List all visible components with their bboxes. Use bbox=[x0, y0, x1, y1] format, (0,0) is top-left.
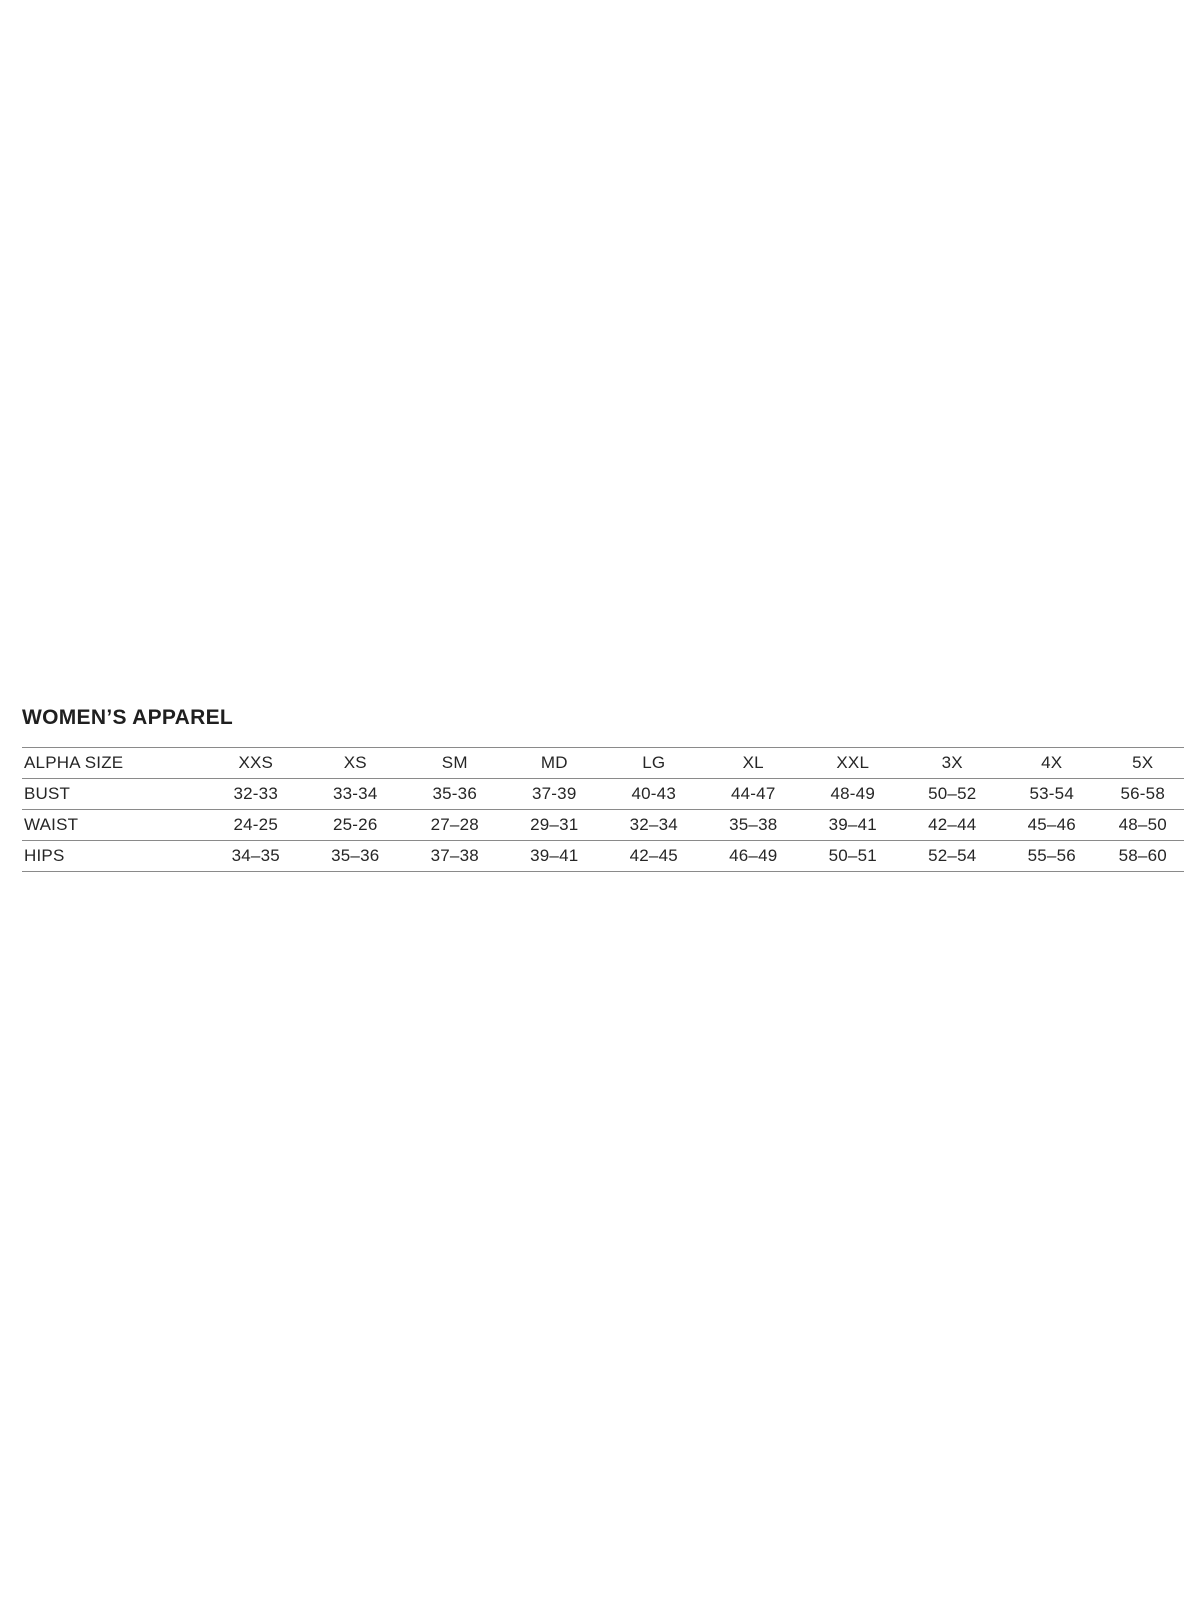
size-cell: 45–46 bbox=[1027, 815, 1076, 834]
corner-header: ALPHA SIZE bbox=[24, 753, 124, 772]
size-cell: 27–28 bbox=[430, 815, 479, 834]
column-header-sm: SM bbox=[441, 753, 468, 772]
column-header-lg: LG bbox=[642, 753, 666, 772]
size-chart-section bbox=[22, 705, 1184, 872]
size-cell: 37-39 bbox=[532, 784, 577, 803]
section-title: WOMEN’S APPAREL bbox=[22, 706, 234, 729]
size-cell: 58–60 bbox=[1118, 846, 1167, 865]
size-cell: 50–52 bbox=[928, 784, 977, 803]
column-header-5x: 5X bbox=[1132, 753, 1154, 772]
size-chart-table bbox=[22, 747, 1184, 872]
column-header-md: MD bbox=[540, 753, 568, 772]
size-cell: 35-36 bbox=[432, 784, 477, 803]
column-header-3x: 3X bbox=[941, 753, 963, 772]
size-cell: 35–38 bbox=[729, 815, 778, 834]
size-cell: 50–51 bbox=[828, 846, 877, 865]
size-chart-header-row bbox=[22, 747, 1184, 778]
column-header-xxl: XXL bbox=[836, 753, 870, 772]
size-cell: 46–49 bbox=[729, 846, 778, 865]
size-cell: 39–41 bbox=[828, 815, 877, 834]
size-cell: 53-54 bbox=[1029, 784, 1074, 803]
table-row-bust bbox=[22, 778, 1184, 809]
size-cell: 33-34 bbox=[333, 784, 378, 803]
size-cell: 42–45 bbox=[629, 846, 678, 865]
size-chart-body bbox=[22, 778, 1184, 871]
size-cell: 52–54 bbox=[928, 846, 977, 865]
size-cell: 25-26 bbox=[333, 815, 378, 834]
column-header-xl: XL bbox=[742, 753, 764, 772]
table-row-waist bbox=[22, 809, 1184, 840]
column-header-xxs: XXS bbox=[238, 753, 274, 772]
row-label: BUST bbox=[24, 784, 71, 803]
column-header-xs: XS bbox=[343, 753, 367, 772]
size-cell: 42–44 bbox=[928, 815, 977, 834]
size-cell: 40-43 bbox=[631, 784, 676, 803]
table-row-hips bbox=[22, 840, 1184, 871]
size-cell: 48–50 bbox=[1118, 815, 1167, 834]
row-label: WAIST bbox=[24, 815, 79, 834]
size-cell: 39–41 bbox=[530, 846, 579, 865]
column-header-4x: 4X bbox=[1041, 753, 1063, 772]
size-cell: 35–36 bbox=[331, 846, 380, 865]
row-label: HIPS bbox=[24, 846, 65, 865]
size-cell: 32–34 bbox=[629, 815, 678, 834]
size-cell: 29–31 bbox=[530, 815, 579, 834]
size-cell: 37–38 bbox=[430, 846, 479, 865]
size-cell: 32-33 bbox=[233, 784, 278, 803]
size-cell: 34–35 bbox=[231, 846, 280, 865]
size-cell: 48-49 bbox=[830, 784, 875, 803]
size-cell: 56-58 bbox=[1120, 784, 1165, 803]
size-cell: 55–56 bbox=[1027, 846, 1076, 865]
size-cell: 44-47 bbox=[731, 784, 776, 803]
size-cell: 24-25 bbox=[233, 815, 278, 834]
